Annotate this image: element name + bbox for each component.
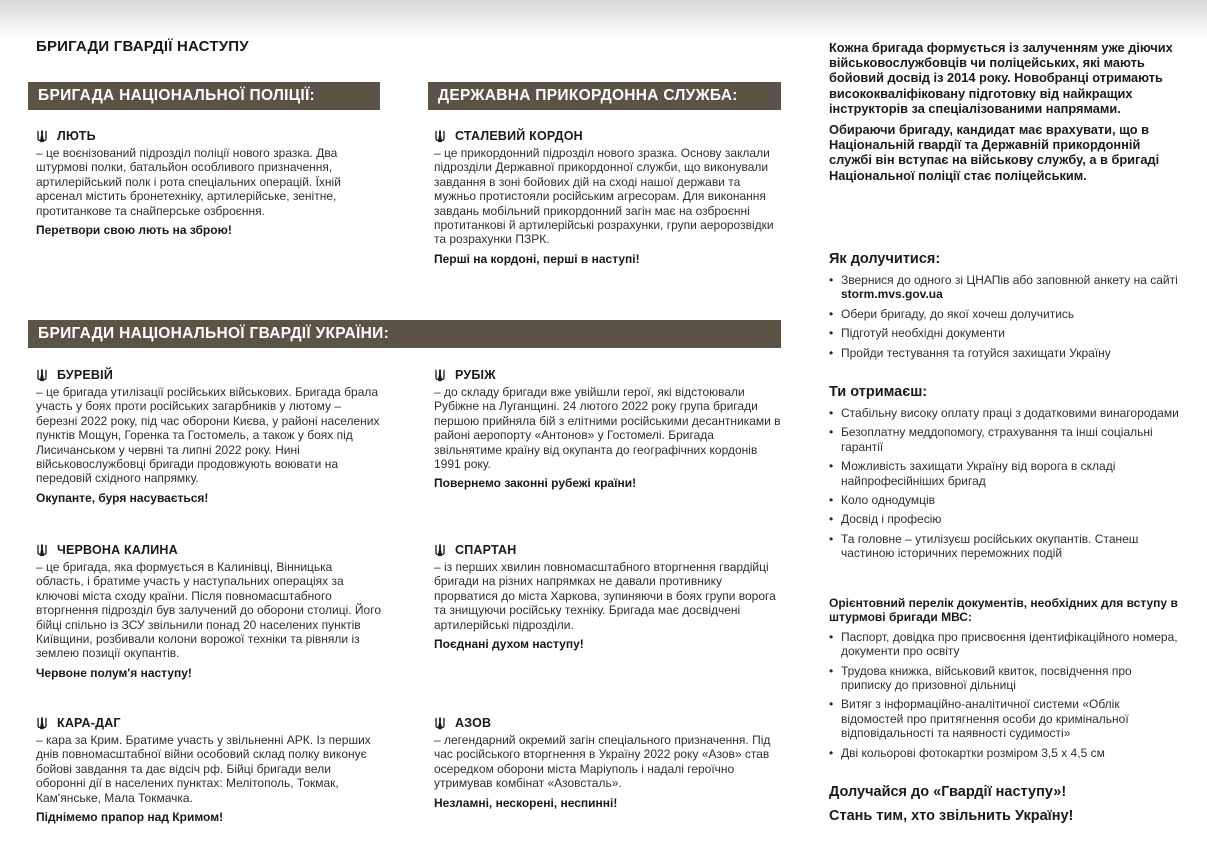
list-item: • Паспорт, довідка про присвоєння ідентифікаційного номера, документи про освіту (829, 630, 1179, 659)
brigade-description: – із перших хвилин повномасштабного вторгнення гвардійці бригади на різних напрямках не давали противнику прорватися до міста Харкова, зупиняючи в боях групи ворога та знищуючи російську техніку. Бригада має досвідчені артилерійські підрозділи. (434, 560, 776, 632)
documents-title: Орієнтовний перелік документів, необхідних для вступу в штурмові бригади МВС: (829, 596, 1178, 625)
brigade-burevii (36, 367, 381, 505)
trident-icon (434, 130, 446, 143)
brigade-stalevyi-kordon (434, 128, 781, 266)
trident-icon (36, 369, 48, 382)
brigade-name: АЗОВ (434, 715, 784, 731)
list-item: • Витяг з інформаційно-аналітичної системи «Облік відомостей про притягнення особи до кримінальної відповідальності та наявності судимості» (829, 697, 1179, 740)
trident-icon (434, 369, 446, 382)
trident-icon (434, 717, 446, 730)
brigade-spartan (434, 542, 784, 651)
how-to-join-list (829, 273, 1179, 360)
brigade-motto: Піднімемо прапор над Кримом! (36, 810, 224, 825)
brigade-azov (434, 715, 784, 810)
brigade-name: СПАРТАН (434, 542, 784, 558)
intro-paragraph: Кожна бригада формується із залученням уже діючих військовослужбовців чи поліцейських, які мають бойовий досвід із 2014 року. Новобранці отримають висококваліфіковану підготовку від найкращих інструкторів за спеціалізованими напрямами. (829, 40, 1173, 116)
list-item: • Звернися до одного зі ЦНАПів або заповнюй анкету на сайті storm.mvs.gov.ua (829, 273, 1179, 302)
section-header-border: ДЕРЖАВНА ПРИКОРДОННА СЛУЖБА: (428, 82, 781, 110)
list-item: • Коло однодумців (829, 493, 1179, 507)
brigade-motto: Поєднані духом наступу! (434, 637, 584, 652)
brigade-description: – кара за Крим. Братиме участь у звільненні АРК. Із перших днів повномасштабної війни особовий склад полку виконує бойові завдання та дає відсіч рф. Бійці бригади вели оборонні дії в населених пунктах: Мелітополь, Токмак, Кам'янське, Мала Токмачка. (36, 733, 371, 805)
trident-icon (36, 717, 48, 730)
sidebar-intro (829, 40, 1179, 189)
list-item: • Стабільну високу оплату праці з додатковими винагородами (829, 406, 1179, 420)
brigade-name: СТАЛЕВИЙ КОРДОН (434, 128, 781, 144)
documents-list (829, 630, 1179, 760)
website-link[interactable]: storm.mvs.gov.ua (841, 287, 943, 302)
list-item: • Можливість захищати Україну від ворога в складі найпрофесійніших бригад (829, 459, 1179, 488)
brigade-motto: Червоне полум'я наступу! (36, 665, 192, 680)
brigade-lyut (36, 128, 381, 237)
brigade-motto: Незламні, нескорені, неспинні! (434, 795, 618, 810)
intro-paragraph: Обираючи бригаду, кандидат має врахувати, що в Національній гвардії та Державній прикордонній службі він вступає на військову службу, а в бригаді Національної поліції стає поліцейським. (829, 122, 1160, 183)
brigade-rubizh (434, 367, 784, 491)
brigade-motto: Повернемо законні рубежі країни! (434, 476, 637, 491)
brigade-motto: Перші на кордоні, перші в наступі! (434, 251, 640, 266)
trident-icon (36, 130, 48, 143)
how-to-join-title: Як долучитися: (829, 251, 941, 267)
brigade-name: КАРА-ДАГ (36, 715, 381, 731)
brigade-description: – це прикордонний підрозділ нового зразка. Основу заклали підрозділи Державної прикордонної служби, що виконували завдання в зоні бойових дій на сході нашої держави та мужньо протистояли російським агресорам. Для виконання завдань мобільний прикордонний загін має на озброєнні протитанкові й артилерійські розрахунки, групи аеророзвідки та розрахунки ПЗРК. (434, 146, 774, 247)
section-header-police: БРИГАДА НАЦІОНАЛЬНОЇ ПОЛІЦІЇ: (28, 82, 380, 110)
benefits-list (829, 406, 1179, 561)
top-fade (0, 0, 1207, 40)
brigade-name: ЛЮТЬ (36, 128, 381, 144)
documents (829, 596, 1179, 765)
cta-line: Стань тим, хто звільнить Україну! (829, 808, 1074, 824)
list-item: • Обери бригаду, до якої хочеш долучитись (829, 307, 1179, 321)
brigade-description: – це бригада утилізації російських військових. Бригада брала участь у боях проти російських загарбників у лютому – березні 2022 року, під час оборони Києва, у районі населених пунктів Мощун, Горенка та Гостомель, а також у боях під Лисичанськом у червні та липні 2022 року. Нині військовослужбовці бригади продовжують воювати на передовій східного напрямку. (36, 385, 380, 486)
brigade-description: – це воєнізований підрозділ поліції нового зразка. Два штурмові полки, батальйон особливого призначення, артилерійський полк і рота спеціальних операцій. Їхній арсенал містить бронетехніку, артилерійське, зенітне, протитанкове та снайперське озброєння. (36, 146, 341, 218)
brigade-description: – це бригада, яка формується в Калинівці, Вінницька область, і братиме участь у наступальних операціях за ключові міста сходу країни. Після повномасштабного вторгнення підрозділ був залучений до оборони столиці. Його бійці спільно із ЗСУ звільнили понад 20 населених пунктів Київщини, розбивали колони ворожої техніки та рівняли із землею позиції окупантів. (36, 560, 382, 661)
brigade-motto: Перетвори свою лють на зброю! (36, 223, 232, 238)
brigade-description: – легендарний окремий загін спеціального призначення. Під час російського вторгнення в Україну 2022 року «Азов» став осередком оборони міста Маріуполь і надалі героїчно утримував комбінат «Азовсталь». (434, 733, 771, 791)
list-item: • Пройди тестування та готуйся захищати Україну (829, 346, 1179, 360)
benefits (829, 384, 1179, 566)
list-item: • Та головне – утилізуєш російських окупантів. Станеш частиною історичних переможних подій (829, 532, 1179, 561)
trident-icon (36, 544, 48, 557)
brigade-name: БУРЕВІЙ (36, 367, 381, 383)
call-to-action (829, 783, 1179, 831)
cta-line: Долучайся до «Гвардії наступу»! (829, 784, 1067, 800)
how-to-join (829, 251, 1179, 365)
list-item: • Трудова книжка, військовий квиток, посвідчення про приписку до призовної дільниці (829, 664, 1179, 693)
page-title: БРИГАДИ ГВАРДІЇ НАСТУПУ (36, 38, 249, 55)
brigade-kara-dag (36, 715, 381, 824)
brigade-description: – до складу бригади вже увійшли герої, які відстоювали Рубіжне на Луганщині. 24 лютого 2022 року група бригади першою прийняла бій з елітними російськими десантниками в районі аеропорту «Антонов» у Гостомелі. Бригада звільнятиме країну від окупанта до географічних кордонів 1991 року. (434, 385, 781, 472)
brigade-name: ЧЕРВОНА КАЛИНА (36, 542, 381, 558)
list-item: • Безоплатну меддопомогу, страхування та інші соціальні гарантії (829, 425, 1179, 454)
trident-icon (434, 544, 446, 557)
brigade-chervona-kalyna (36, 542, 381, 680)
section-header-guard: БРИГАДИ НАЦІОНАЛЬНОЇ ГВАРДІЇ УКРАЇНИ: (28, 320, 781, 348)
list-item: • Підготуй необхідні документи (829, 326, 1179, 340)
benefits-title: Ти отримаєш: (829, 384, 928, 400)
list-item: • Досвід і професію (829, 512, 1179, 526)
brigade-motto: Окупанте, буря насувається! (36, 490, 209, 505)
brigade-name: РУБІЖ (434, 367, 784, 383)
list-item: • Дві кольорові фотокартки розміром 3,5 х 4,5 см (829, 746, 1179, 760)
